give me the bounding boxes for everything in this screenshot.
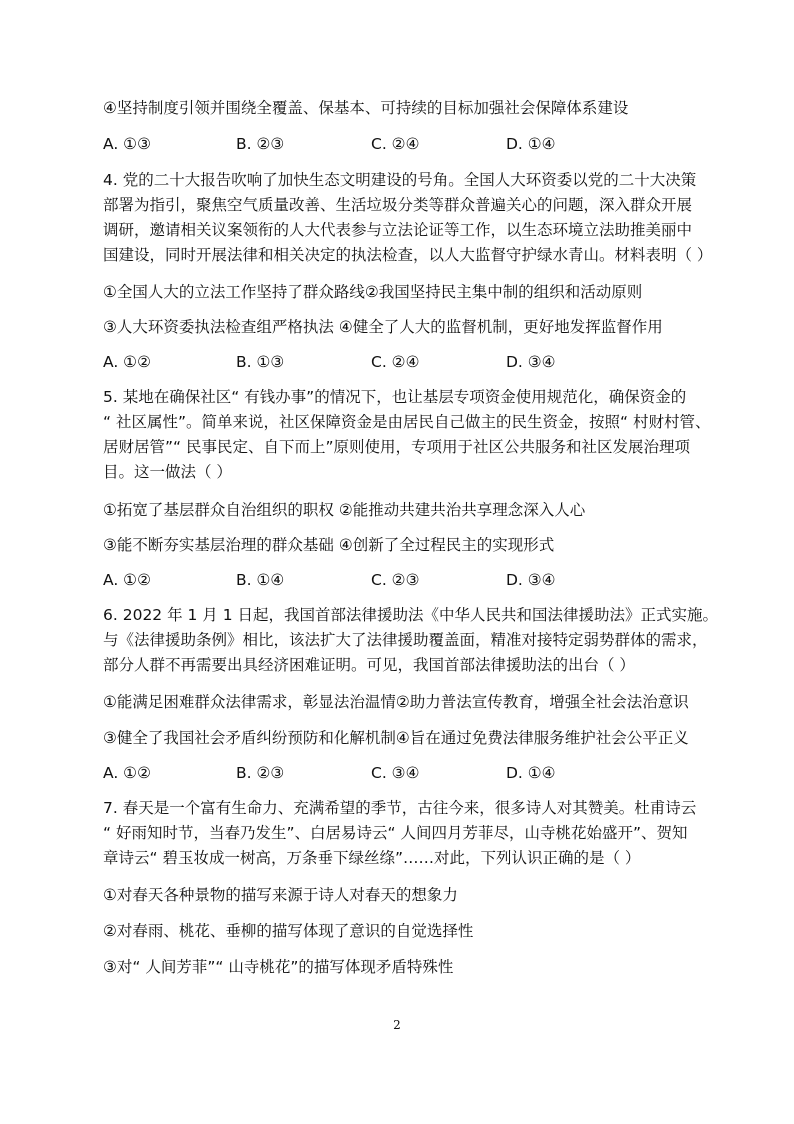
q5-stem-line-1: 5. 某地在确保社区“ 有钱办事”的情况下，也让基层专项资金使用规范化，确保资金的 xyxy=(103,388,687,406)
q3-item-4: ④坚持制度引领并围绕全覆盖、保基本、可持续的目标加强社会保障体系建设 xyxy=(103,99,629,117)
q5-option-b: B. ①④ xyxy=(236,571,285,589)
q4-stem-line-4: 国建设，同时开展法律和相关决定的执法检查，以人大监督守护绿水青山。材料表明（ ） xyxy=(103,246,713,264)
q5-item-line-1: ①拓宽了基层群众自治组织的职权 ②能推动共建共治共享理念深入人心 xyxy=(103,501,586,519)
q6-stem-line-3: 部分人群不再需要出具经济困难证明。可见，我国首部法律援助法的出台（ ） xyxy=(103,656,635,674)
q3-option-c: C. ②④ xyxy=(371,135,420,153)
q7-item-line-2: ②对春雨、桃花、垂柳的描写体现了意识的自觉选择性 xyxy=(103,922,474,940)
q7-item-line-1: ①对春天各种景物的描写来源于诗人对春天的想象力 xyxy=(103,886,458,904)
q3-option-d: D. ①④ xyxy=(506,135,556,153)
q4-option-b: B. ①③ xyxy=(236,353,285,371)
q5-item-line-2: ③能不断夯实基层治理的群众基础 ④创新了全过程民主的实现形式 xyxy=(103,536,555,554)
q5-option-c: C. ②③ xyxy=(371,571,420,589)
q6-item-line-1: ①能满足困难群众法律需求，彰显法治温情②助力普法宣传教育，增强全社会法治意识 xyxy=(103,693,689,711)
q4-stem-line-3: 调研，邀请相关议案领衔的人大代表参与立法论证等工作，以生态环境立法助推美丽中 xyxy=(103,221,693,239)
q6-option-a: A. ①② xyxy=(103,764,151,782)
q6-option-b: B. ②③ xyxy=(236,764,285,782)
q6-option-d: D. ①④ xyxy=(506,764,556,782)
q7-stem-line-1: 7. 春天是一个富有生命力、充满希望的季节，古往今来，很多诗人对其赞美。杜甫诗云 xyxy=(103,799,697,817)
q4-option-a: A. ①② xyxy=(103,353,151,371)
q4-option-d: D. ③④ xyxy=(506,353,556,371)
q3-option-a: A. ①③ xyxy=(103,135,151,153)
page-number: 2 xyxy=(393,1018,401,1032)
q5-stem-line-2: “ 社区属性”。简单来说，社区保障资金是由居民自己做主的民生资金，按照“ 村财村管、 xyxy=(103,413,711,431)
q5-stem-line-3: 居财居管”“ 民事民定、自下而上”原则使用，专项用于社区公共服务和社区发展治理项 xyxy=(103,438,691,456)
q7-stem-line-2: “ 好雨知时节，当春乃发生”、白居易诗云“ 人间四月芳菲尽，山寺桃花始盛开”、贺知 xyxy=(103,824,688,842)
q3-option-b: B. ②③ xyxy=(236,135,285,153)
q5-option-d: D. ③④ xyxy=(506,571,556,589)
q6-option-c: C. ③④ xyxy=(371,764,420,782)
q6-stem-line-2: 与《法律援助条例》相比，该法扩大了法律援助覆盖面，精准对接特定弱势群体的需求， xyxy=(103,631,708,649)
q4-stem-line-2: 部署为指引，聚焦空气质量改善、生活垃圾分类等群众普遍关心的问题，深入群众开展 xyxy=(103,196,693,214)
q4-option-c: C. ②④ xyxy=(371,353,420,371)
q5-stem-line-4: 目。这一做法（ ） xyxy=(103,463,232,481)
q4-item-line-1: ①全国人大的立法工作坚持了群众路线②我国坚持民主集中制的组织和活动原则 xyxy=(103,283,643,301)
q4-stem-line-1: 4. 党的二十大报告吹响了加快生态文明建设的号角。全国人大环资委以党的二十大决策 xyxy=(103,171,697,189)
q6-item-line-2: ③健全了我国社会矛盾纠纷预防和化解机制④旨在通过免费法律服务维护社会公平正义 xyxy=(103,729,689,747)
q4-item-line-2: ③人大环资委执法检查组严格执法 ④健全了人大的监督机制，更好地发挥监督作用 xyxy=(103,318,663,336)
q7-stem-line-3: 章诗云“ 碧玉妆成一树高，万条垂下绿丝绦”……对此，下列认识正确的是（ ） xyxy=(103,849,641,867)
q5-option-a: A. ①② xyxy=(103,571,151,589)
q7-item-line-3: ③对“ 人间芳菲”“ 山寺桃花”的描写体现矛盾特殊性 xyxy=(103,958,454,976)
q6-stem-line-1: 6. 2022 年 1 月 1 日起，我国首部法律援助法《中华人民共和国法律援助法》正式实施。 xyxy=(103,606,719,624)
